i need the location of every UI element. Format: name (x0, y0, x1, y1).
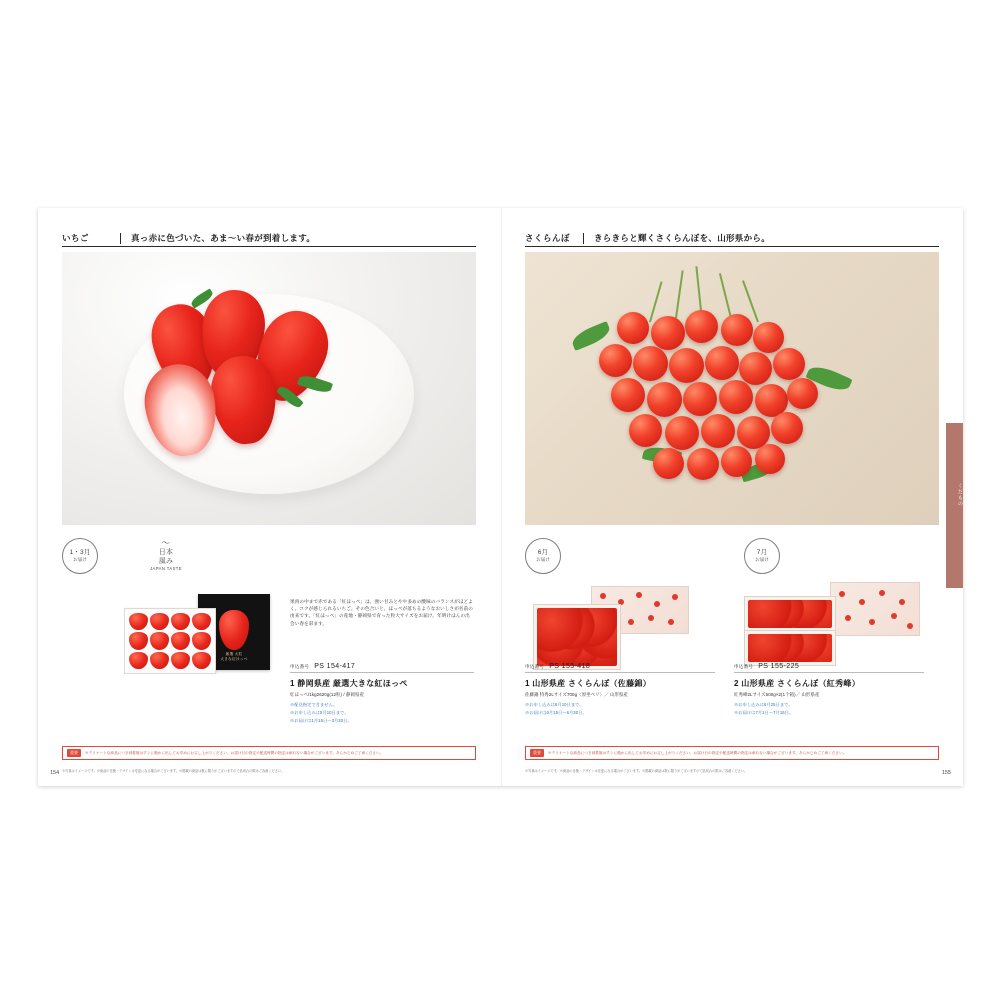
cherry-shape (755, 444, 785, 474)
right-product-1-title: 1 山形県産 さくらんぼ（佐藤錦） (525, 679, 651, 688)
cherry-box-tray (533, 604, 621, 670)
right-product-2-badge: 7月 お届け (744, 538, 780, 574)
right-product-2-spec: 紅秀峰2Lサイズ500g×2(1个箱)／ 山形県産 (734, 692, 820, 697)
japan-taste-badge: 〜 日本 風み JAPAN TASTE (138, 538, 194, 572)
strawberry-photo (62, 252, 476, 525)
cherry-box-tray (744, 630, 836, 666)
cherry-shape (753, 322, 784, 353)
box-strawberry (171, 632, 190, 649)
right-hero-photo (525, 252, 939, 525)
right-product-2-order-row (734, 663, 924, 673)
cherry-shape (721, 314, 753, 346)
cherry-shape (653, 448, 684, 479)
left-order-code-row (290, 663, 474, 673)
left-product-note-3: ※お届けは1月15日～3月30日。 (290, 718, 352, 723)
box-strawberry (171, 652, 190, 669)
box-strawberry (150, 652, 169, 669)
left-hero-photo (62, 252, 476, 525)
left-product-note-2: ※お申し込みは5月10日まで。 (290, 710, 349, 715)
right-product-2-note-1: ※お申し込みは6月25日まで。 (734, 702, 793, 707)
package-caption: 厳選 大粒 大きな紅ほっぺ (220, 652, 248, 661)
right-product-1-order-row (525, 663, 715, 673)
cherry-shape (705, 346, 739, 380)
warning-icon: 重要 (530, 749, 544, 757)
right-page (501, 208, 963, 786)
box-strawberry (192, 632, 211, 649)
left-badge-row (62, 538, 194, 574)
cherry-fill (537, 608, 617, 666)
box-strawberry (129, 652, 148, 669)
right-product-2-note-2: ※お届けは7月1日～7月15日。 (734, 710, 794, 715)
order-code-value: PS 154-417 (314, 663, 356, 670)
right-product-1-note-2: ※お届けは6月15日～6月30日。 (525, 710, 587, 715)
left-page (38, 208, 500, 786)
cherry-box-tray (744, 596, 836, 632)
left-product-description: 果肉の中まで赤である「紅ほっぺ」は、強い甘みとやや多めの酸味のバランスがほどよく、コクが感じられるいちご。その色合いと、ほっぺが落ちるようなおいしさが名前の由来です。「紅ほっぺ」の産地・静岡県で育った粒大サイズをお届け。年明けほんの出会い春を彩ます。 (290, 599, 473, 626)
side-index-tab (946, 423, 963, 588)
cherry-shape (771, 412, 803, 444)
cherry-stem (719, 273, 732, 318)
right-product-1-spec: 佐藤錦 特秀2Lサイズ700g〈原坐ベリ〉／ 山形県産 (525, 692, 628, 697)
left-footer-warning (62, 746, 476, 760)
cherry-shape (599, 344, 632, 377)
box-strawberry (150, 613, 169, 630)
right-footnote: ※写真はイメージです。※商品の仕様・デザインは変更になる場合がございます。※掲載の商品は数に限りがございますので品切れの際はご容赦ください。 (525, 769, 748, 773)
cherry-shape (721, 446, 752, 477)
cherry-shape (611, 378, 645, 412)
right-footer-warning-text: ※デリケートな商品につき到着後はすぐに箱から出してお早めにお召し上がりください。お届け日の指定や配送時間の指定は承れない場合がございます。あらかじめご了承ください。 (548, 750, 847, 755)
cherry-shape (647, 382, 682, 417)
order-code-label: 申込番号 (290, 663, 310, 669)
order-code-value: PS 155-418 (549, 663, 591, 670)
right-category-tagline: きらきらと輝くさくらんぼを、山形県から。 (594, 233, 771, 243)
right-category-header (525, 230, 939, 247)
box-strawberry (129, 632, 148, 649)
cherry-photo (525, 252, 939, 525)
cherry-stem (649, 281, 662, 322)
cherry-shape (739, 352, 772, 385)
cherry-shape (685, 310, 718, 343)
cherry-fill (748, 600, 832, 628)
warning-icon: 重要 (67, 749, 81, 757)
box-strawberry (192, 652, 211, 669)
cherry-stem (675, 270, 684, 318)
box-strawberry (171, 613, 190, 630)
left-page-number: 154 (50, 770, 60, 776)
right-category-name: さくらんぼ (525, 233, 571, 243)
order-code-value: PS 155-225 (758, 663, 800, 670)
lid-pattern (831, 583, 919, 635)
box-strawberry (129, 613, 148, 630)
right-product-1-badge: 6月 お届け (525, 538, 561, 574)
cherry-shape (633, 346, 668, 381)
order-code-label: 申込番号 (525, 663, 545, 669)
left-category-name: いちご (62, 233, 90, 243)
left-footnote: ※写真はイメージです。※商品の仕様・デザインは変更になる場合がございます。※掲載の商品は数に限りがございますので品切れの際はご容赦ください。 (62, 769, 285, 773)
cherry-shape (701, 414, 735, 448)
left-product-title: 1 静岡県産 厳選大きな紅ほっぺ (290, 679, 408, 688)
cherry-shape (665, 416, 699, 450)
header-divider (120, 233, 121, 244)
cherry-shape (629, 414, 662, 447)
right-footer-warning (525, 746, 939, 760)
cherry-shape (617, 312, 649, 344)
order-code-label: 申込番号 (734, 663, 754, 669)
delivery-period-badge: 1・3月 お届け (62, 538, 98, 574)
cherry-shape (651, 316, 685, 350)
cherry-shape (719, 380, 753, 414)
catalog-spread (38, 208, 963, 786)
strawberry-gift-box (124, 608, 216, 674)
header-divider (583, 233, 584, 244)
side-index-tab-label: くだもの (957, 483, 963, 507)
cherry-shape (687, 448, 719, 480)
swoosh-icon: 〜 (161, 538, 171, 548)
right-product-1-note-1: ※お申し込みは6月10日まで。 (525, 702, 584, 707)
cherry-shape (787, 378, 818, 409)
left-category-tagline: 真っ赤に色づいた、あま～い春が到着します。 (131, 233, 316, 243)
cherry-shape (773, 348, 805, 380)
left-product-image (124, 594, 274, 674)
right-page-number: 155 (941, 770, 951, 776)
cherry-fill (748, 634, 832, 662)
left-category-header (62, 230, 476, 247)
left-footer-warning-text: ※デリケートな商品につき到着後はすぐに箱から出してお早めにお召し上がりください。お届け日の指定や配送時間の指定は承れない場合がございます。あらかじめご了承ください。 (85, 750, 384, 755)
package-strawberry-icon (219, 610, 249, 650)
box-strawberry (150, 632, 169, 649)
cherry-shape (683, 382, 717, 416)
left-product-note-1: ※配送指定できません。 (290, 702, 338, 707)
right-product-2-title: 2 山形県産 さくらんぼ（紅秀峰） (734, 679, 860, 688)
box-strawberry (192, 613, 211, 630)
cherry-box-lid (830, 582, 920, 636)
cherry-shape (669, 348, 704, 383)
left-product-spec: 紅ほっぺ/1kg2620g(12粒) / 静岡県産 (290, 692, 364, 697)
